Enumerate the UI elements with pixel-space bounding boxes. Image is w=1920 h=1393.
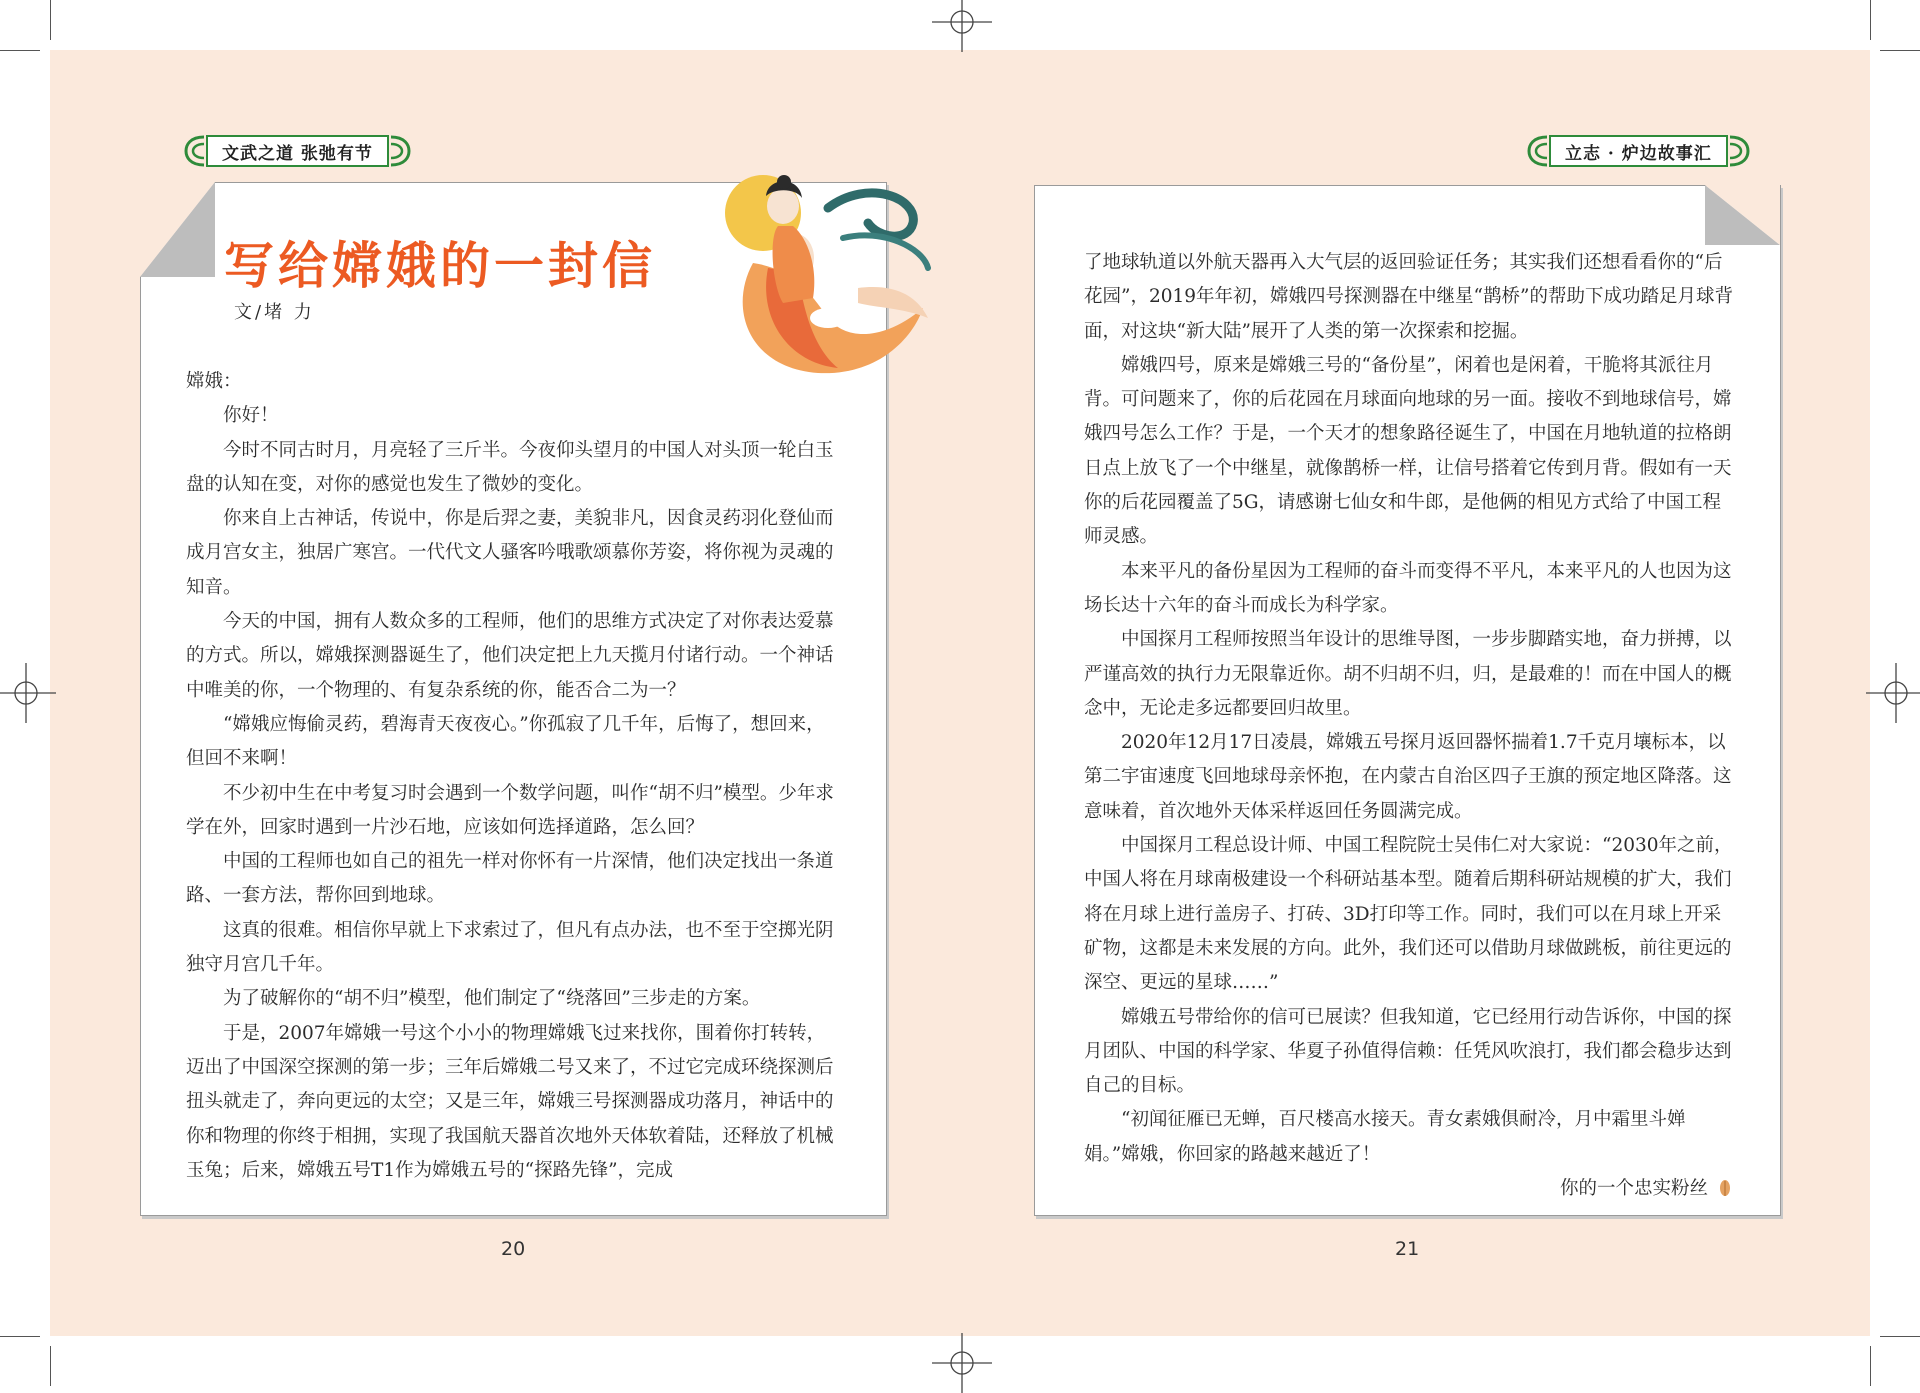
signature [1560,1174,1732,1200]
ornament-icon [1527,135,1549,167]
signature-text: 你的一个忠实粉丝 [1560,1178,1709,1199]
paragraph: 本来平凡的备份星因为工程师的奋斗而变得不平凡，本来平凡的人也因为这场长达十六年的奋斗而成长为科学家。 [1084,560,1732,616]
ornament-icon [184,135,206,167]
leaf-icon [1718,1179,1732,1197]
paragraph: 了地球轨道以外航天器再入大气层的返回验证任务；其实我们还想看看你的“后花园”，2019年年初，嫦娥四号探测器在中继星“鹊桥”的帮助下成功踏足月球背面，对这块“新大陆”展开了人类的第一次探索和挖掘。 [1084,252,1733,342]
page-number-right: 21 [1395,1238,1420,1260]
left-article-body [186,365,841,1188]
right-header-label: 立志 · 炉边故事汇 [1549,135,1728,167]
paragraph: 今时不同古时月，月亮轻了三斤半。今夜仰头望月的中国人对头顶一轮白玉盘的认知在变，对你的感觉也发生了微妙的变化。 [186,439,834,495]
paragraph: 嫦娥四号，原来是嫦娥三号的“备份星”，闲着也是闲着，干脆将其派往月背。可问题来了，你的后花园在月球面向地球的另一面。接收不到地球信号，嫦娥四号怎么工作？于是，一个天才的想象路径诞生了，中国在月地轨道的拉格朗日点上放飞了一个中继星，就像鹊桥一样，让信号搭着它传到月背。假如有一天你的后花园覆盖了5G，请感谢七仙女和牛郎，是他俩的相见方式给了中国工程师灵感。 [1084,354,1732,548]
ornament-icon [1728,135,1750,167]
right-header-tab [1527,135,1750,167]
paragraph: 中国探月工程师按照当年设计的思维导图，一步步脚踏实地，奋力拼搏，以严谨高效的执行力无限靠近你。胡不归胡不归，归，是最难的！而在中国人的概念中，无论走多远都要回归故里。 [1084,629,1732,719]
paragraph: 2020年12月17日凌晨，嫦娥五号探月返回器怀揣着1.7千克月壤标本，以第二宇宙速度飞回地球母亲怀抱，在内蒙古自治区四子王旗的预定地区降落。这意味着，首次地外天体采样返回任务圆满完成。 [1084,732,1732,822]
paragraph: 你好！ [223,405,279,427]
paragraph: “嫦娥应悔偷灵药，碧海青天夜夜心。”你孤寂了几千年，后悔了，想回来，但回不来啊！ [186,713,825,770]
paragraph: 中国的工程师也如自己的祖先一样对你怀有一片深情，他们决定找出一条道路、一套方法，帮你回到地球。 [186,851,834,907]
crop-mark [50,0,51,40]
crop-mark [0,1336,40,1337]
article-author: 文/堵 力 [234,302,315,323]
registration-mark-icon [1866,663,1920,723]
paragraph: 不少初中生在中考复习时会遇到一个数学问题，叫作“胡不归”模型。少年求学在外，回家时遇到一片沙石地，应该如何选择道路，怎么回？ [186,782,834,838]
paragraph: 中国探月工程总设计师、中国工程院院士吴伟仁对大家说：“2030年之前，中国人将在月球南极建设一个科研站基本型。随着后期科研站规模的扩大，我们将在月球上进行盖房子、打砖、3D打印等工作。同时，我们可以在月球上开采矿物，这都是未来发展的方向。此外，我们还可以借助月球做跳板，前往更远的深空、更远的星球……” [1084,835,1733,994]
right-article-body [1084,246,1739,1172]
paragraph: 嫦娥： [186,371,242,392]
paragraph: “初闻征雁已无蝉，百尺楼高水接天。青女素娥俱耐冷，月中霜里斗婵娟。”嫦娥，你回家的路越来越近了！ [1084,1109,1686,1165]
paragraph: 为了破解你的“胡不归”模型，他们制定了“绕落回”三步走的方案。 [223,988,761,1010]
article-title: 写给嫦娥的一封信 [224,237,656,295]
crop-mark [0,50,40,51]
crop-mark [1870,1346,1871,1386]
crop-mark [50,1346,51,1386]
left-header-label: 文武之道 张弛有节 [206,135,389,167]
crop-mark [1880,1336,1920,1337]
page-number-left: 20 [501,1238,526,1260]
left-header-tab [184,135,411,167]
change-goddess-illustration [708,168,938,378]
crop-mark [1880,50,1920,51]
paragraph: 你来自上古神话，传说中，你是后羿之妻，美貌非凡，因食灵药羽化登仙而成月宫女主，独居广寒宫。一代代文人骚客吟哦歌颂慕你芳姿，将你视为灵魂的知音。 [186,508,834,598]
registration-mark-icon [0,663,56,723]
folded-corner-icon [140,182,215,277]
crop-mark [1870,0,1871,40]
registration-mark-icon [932,1333,992,1393]
paragraph: 今天的中国，拥有人数众多的工程师，他们的思维方式决定了对你表达爱慕的方式。所以，嫦娥探测器诞生了，他们决定把上九天揽月付诸行动。一个神话中唯美的你，一个物理的、有复杂系统的你，能否合二为一？ [186,611,834,701]
paragraph: 这真的很难。相信你早就上下求索过了，但凡有点办法，也不至于空掷光阴独守月宫几千年。 [186,919,834,976]
registration-mark-icon [932,0,992,52]
folded-corner-icon [1705,185,1780,245]
paragraph: 于是，2007年嫦娥一号这个小小的物理嫦娥飞过来找你，围着你打转转，迈出了中国深空探测的第一步；三年后嫦娥二号又来了，不过它完成环绕探测后扭头就走了，奔向更远的太空；又是三年，嫦娥三号探测器成功落月，神话中的你和物理的你终于相拥，实现了我国航天器首次地外天体软着陆，还释放了机械玉兔；后来，嫦娥五号T1作为嫦娥五号的“探路先锋”，完成 [186,1022,834,1181]
ornament-icon [389,135,411,167]
paragraph: 嫦娥五号带给你的信可已展读？但我知道，它已经用行动告诉你，中国的探月团队、中国的科学家、华夏子孙值得信赖：任凭风吹浪打，我们都会稳步达到自己的目标。 [1084,1006,1732,1097]
